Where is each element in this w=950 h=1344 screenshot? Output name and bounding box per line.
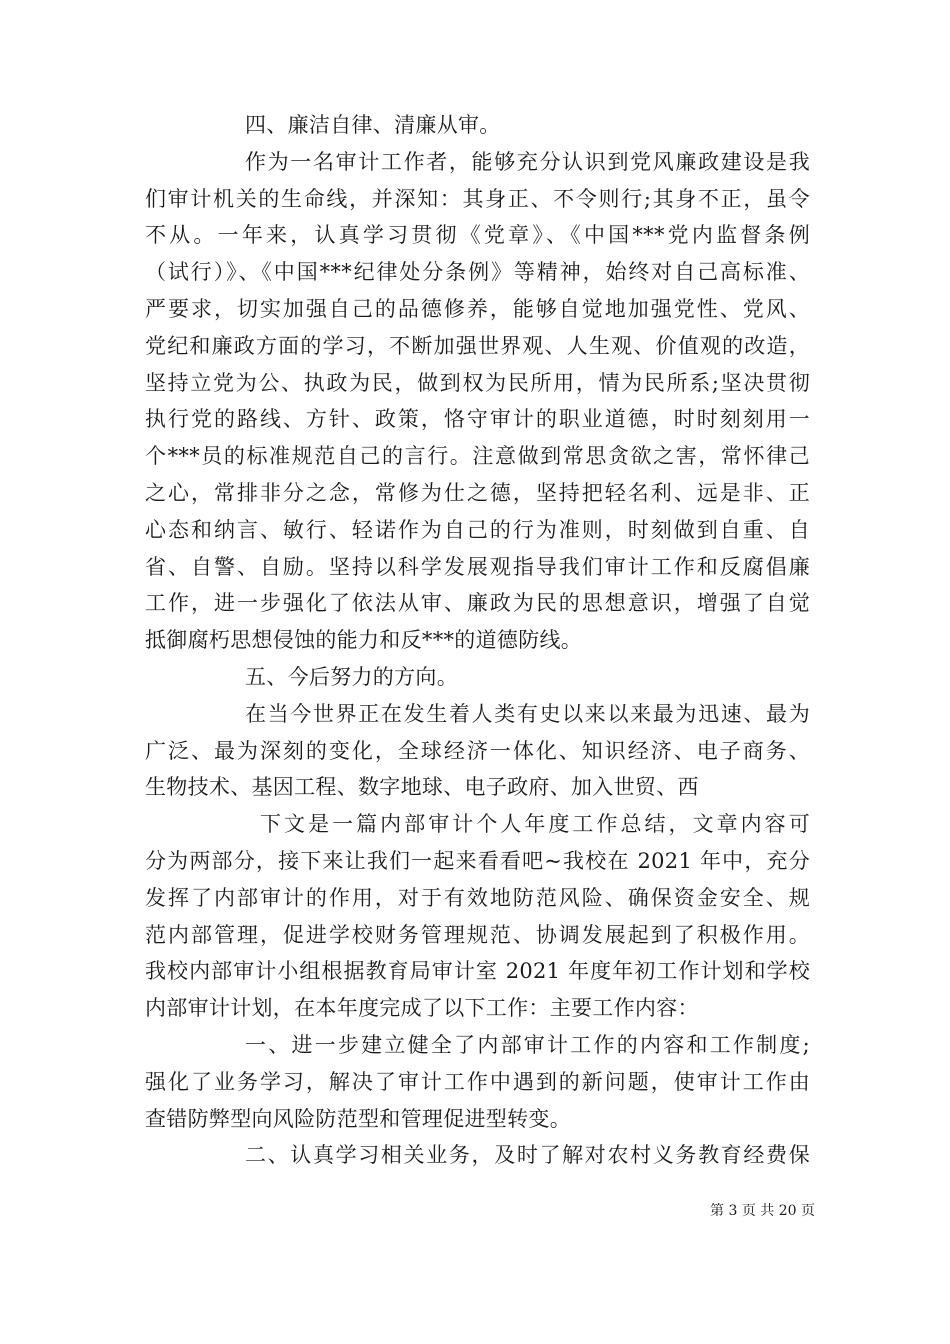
paragraph-line: 省、自警、自励。坚持以科学发展观指导我们审计工作和反腐倡廉 — [145, 554, 810, 579]
paragraph-line: （试行）》、《中国***纪律处分条例》等精神，始终对自己高标准、 — [145, 260, 810, 285]
paragraph-line: 心态和纳言、敏行、轻诺作为自己的行为准则，时刻做到自重、自 — [145, 517, 810, 542]
paragraph-line: 在当今世界正在发生着人类有史以来以来最为迅速、最为 — [245, 701, 810, 726]
paragraph-line: 严要求，切实加强自己的品德修养，能够自觉地加强党性、党风、 — [145, 296, 810, 321]
paragraph-line: 发挥了内部审计的作用，对于有效地防范风险、确保资金安全、规 — [145, 885, 810, 910]
paragraph-line: 之心，常排非分之念，常修为仕之德，坚持把轻名利、远是非、正 — [145, 480, 810, 505]
paragraph-line: 二、认真学习相关业务，及时了解对农村义务教育经费保 — [245, 1143, 810, 1168]
paragraph-line: 执行党的路线、方针、政策，恪守审计的职业道德，时时刻刻用一 — [145, 407, 810, 432]
paragraph-line: 内部审计计划，在本年度完成了以下工作：主要工作内容： — [145, 996, 699, 1021]
paragraph-line: 查错防弊型向风险防范型和管理促进型转变。 — [145, 1106, 571, 1131]
paragraph-line: 工作，进一步强化了依法从审、廉政为民的思想意识，增强了自觉 — [145, 591, 810, 616]
paragraph-line: 强化了业务学习，解决了审计工作中遇到的新问题，使审计工作由 — [145, 1069, 810, 1094]
page-number-footer: 第 3 页 共 20 页 — [710, 1203, 815, 1219]
paragraph-line: 下文是一篇内部审计个人年度工作总结，文章内容可 — [260, 812, 810, 837]
paragraph-line: 生物技术、基因工程、数字地球、电子政府、加入世贸、西 — [145, 775, 699, 800]
section-four — [145, 107, 810, 1174]
section-five-heading: 五、今后努力的方向。 — [245, 664, 458, 689]
paragraph-line: 们审计机关的生命线，并深知：其身正、不令则行;其身不正，虽令 — [145, 186, 810, 211]
paragraph-line: 广泛、最为深刻的变化，全球经济一体化、知识经济、电子商务、 — [145, 738, 810, 763]
paragraph-line: 一、进一步建立健全了内部审计工作的内容和工作制度; — [245, 1032, 810, 1057]
section-four-heading: 四、廉洁自律、清廉从审。 — [245, 113, 501, 137]
paragraph-line: 分为两部分，接下来让我们一起来看看吧~我校在 2021 年中，充分 — [145, 848, 810, 873]
paragraph-line: 个***员的标准规范自己的言行。注意做到常思贪欲之害，常怀律己 — [145, 444, 810, 469]
paragraph-line: 坚持立党为公、执政为民，做到权为民所用，情为民所系;坚决贯彻 — [145, 370, 810, 395]
paragraph-line: 我校内部审计小组根据教育局审计室 2021 年度年初工作计划和学校 — [145, 959, 810, 984]
paragraph-line: 党纪和廉政方面的学习，不断加强世界观、人生观、价值观的改造， — [145, 333, 810, 358]
paragraph-line: 范内部管理，促进学校财务管理规范、协调发展起到了积极作用。 — [145, 922, 810, 947]
paragraph-line: 作为一名审计工作者，能够充分认识到党风廉政建设是我 — [245, 149, 810, 174]
paragraph-line: 抵御腐朽思想侵蚀的能力和反***的道德防线。 — [145, 628, 583, 653]
paragraph-line: 不从。一年来，认真学习贯彻《党章》、《中国***党内监督条例 — [145, 223, 810, 248]
